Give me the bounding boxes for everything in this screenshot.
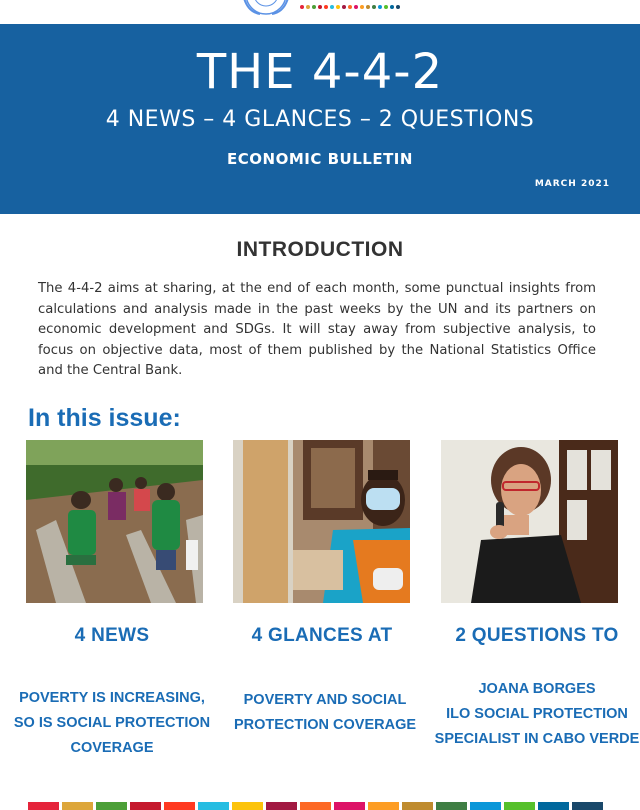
sdg-dot: [324, 5, 328, 9]
card-desc-line: PROTECTION COVERAGE: [233, 717, 417, 733]
sdg-dot: [372, 5, 376, 9]
bulletin-title: THE 4-4-2: [196, 44, 444, 100]
issue-heading: In this issue:: [28, 404, 181, 432]
sdg-strip-block: [62, 802, 93, 810]
sdg-strip-block: [198, 802, 229, 810]
sdg-strip-block: [368, 802, 399, 810]
sdg-strip-block: [538, 802, 569, 810]
sdg-strip-block: [504, 802, 535, 810]
card-desc-questions: [427, 677, 640, 752]
intro-heading: INTRODUCTION: [236, 238, 404, 261]
card-desc-news: [2, 686, 222, 761]
bulletin-type: ECONOMIC BULLETIN: [227, 150, 413, 168]
bulletin-subtitle: 4 NEWS – 4 GLANCES – 2 QUESTIONS: [105, 107, 535, 132]
sdg-dot: [396, 5, 400, 9]
card-desc-line: COVERAGE: [70, 740, 154, 756]
sdg-strip-block: [130, 802, 161, 810]
header-banner: [0, 24, 640, 214]
sdg-dot: [378, 5, 382, 9]
news-photo: [26, 440, 203, 603]
sdg-strip-block: [266, 802, 297, 810]
sdg-dot: [384, 5, 388, 9]
sdg-dot: [354, 5, 358, 9]
sdg-dot: [390, 5, 394, 9]
sdg-strip-block: [436, 802, 467, 810]
sdg-dot: [366, 5, 370, 9]
card-title-questions: 2 QUESTIONS TO: [455, 625, 619, 646]
un-emblem-icon: [238, 0, 294, 18]
card-title-glances: 4 GLANCES AT: [251, 625, 393, 646]
glances-photo: [233, 440, 410, 603]
sdg-dot: [318, 5, 322, 9]
sdg-strip-block: [28, 802, 59, 810]
sdg-dot: [342, 5, 346, 9]
sdg-dot: [306, 5, 310, 9]
sdg-strip-block: [572, 802, 603, 810]
sdg-strip-block: [164, 802, 195, 810]
sdg-strip-block: [470, 802, 501, 810]
card-title-news: 4 NEWS: [74, 625, 150, 646]
bulletin-date: MARCH 2021: [534, 179, 610, 189]
sdg-strip-block: [402, 802, 433, 810]
sdg-color-strip: [28, 802, 603, 810]
card-desc-line: POVERTY AND SOCIAL: [243, 692, 407, 708]
card-desc-line: ILO SOCIAL PROTECTION: [446, 706, 628, 722]
card-desc-line: SO IS SOCIAL PROTECTION: [13, 715, 211, 731]
top-strip: [0, 0, 640, 24]
sdg-dots-decoration: [300, 5, 400, 11]
sdg-strip-block: [334, 802, 365, 810]
sdg-strip-block: [96, 802, 127, 810]
card-desc-line: JOANA BORGES: [478, 681, 596, 697]
sdg-dot: [360, 5, 364, 9]
sdg-dot: [300, 5, 304, 9]
sdg-strip-block: [232, 802, 263, 810]
sdg-dot: [348, 5, 352, 9]
sdg-dot: [312, 5, 316, 9]
sdg-dot: [336, 5, 340, 9]
sdg-strip-block: [300, 802, 331, 810]
card-desc-line: POVERTY IS INCREASING,: [19, 690, 205, 706]
questions-photo: [441, 440, 618, 603]
card-desc-glances: [215, 688, 435, 738]
intro-paragraph: The 4-4-2 aims at sharing, at the end of each month, some punctual insights from calculations and analysis made in the past weeks by the UN and its partners on economic development and SDGs. It will stay away from subjective analysis, to focus on objective data, most of them published by the National Statistics Office and the Central Bank.: [38, 281, 596, 378]
card-desc-line: SPECIALIST IN CABO VERDE: [434, 731, 640, 747]
sdg-dot: [330, 5, 334, 9]
